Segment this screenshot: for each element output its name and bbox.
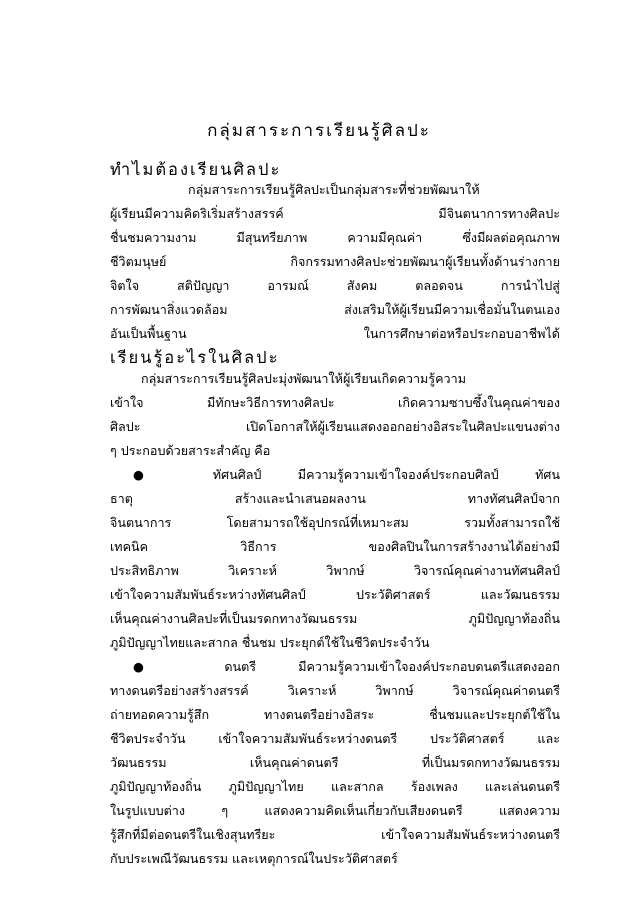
paragraph-line: กลุ่มสาระการเรียนรู้ศิลปะมุ่งพัฒนาให้ผู้เรียนเกิดความรู้ความ xyxy=(141,371,466,386)
paragraph-line: ในรูปแบบต่าง ๆ แสดงความคิดเห็นเกี่ยวกับเสียงดนตรี แสดงความ xyxy=(110,803,560,818)
paragraph-line: รู้สึกที่มีต่อดนตรีในเชิงสุนทรียะ เข้าใจความสัมพันธ์ระหว่างดนตรี xyxy=(110,827,560,842)
paragraph-line: เข้าใจ มีทักษะวิธีการทางศิลปะ เกิดความซาบซึ้งในคุณค่าของ xyxy=(110,395,560,410)
paragraph-line: กับประเพณีวัฒนธรรม และเหตุการณ์ในประวัติศาสตร์ xyxy=(110,851,398,866)
paragraph-line: ภูมิปัญญาไทยและสากล ชื่นชม ประยุกต์ใช้ในชีวิตประจำวัน xyxy=(110,635,430,650)
paragraph-line: เข้าใจความสัมพันธ์ระหว่างทัศนศิลป์ ประวัติศาสตร์ และวัฒนธรรม xyxy=(110,587,560,602)
paragraph-line: ทางดนตรีอย่างสร้างสรรค์ วิเคราะห์ วิพากษ์ วิจารณ์คุณค่าดนตรี xyxy=(110,683,560,698)
paragraph-line: อันเป็นพื้นฐาน ในการศึกษาต่อหรือประกอบอาชีพได้ xyxy=(110,326,560,341)
paragraph-line: ๆ ประกอบด้วยสาระสำคัญ คือ xyxy=(110,443,271,458)
paragraph-line: จิตใจ สติปัญญา อารมณ์ สังคม ตลอดจน การนำไปสู่ xyxy=(110,278,560,293)
section-heading-what-to-learn: เรียนรู้อะไรในศิลปะ xyxy=(110,348,280,367)
paragraph-line: กลุ่มสาระการเรียนรู้ศิลปะเป็นกลุ่มสาระที่ช่วยพัฒนาให้ xyxy=(188,182,480,197)
paragraph-line: ศิลปะ เปิดโอกาสให้ผู้เรียนแสดงออกอย่างอิสระในศิลปะแขนงต่าง xyxy=(110,419,560,434)
paragraph-line: ชีวิตมนุษย์ กิจกรรมทางศิลปะช่วยพัฒนาผู้เรียนทั้งด้านร่างกาย xyxy=(110,254,560,269)
paragraph-line: จินตนาการ โดยสามารถใช้อุปกรณ์ที่เหมาะสม รวมทั้งสามารถใช้ xyxy=(110,515,560,530)
paragraph-line: การพัฒนาสิ่งแวดล้อม ส่งเสริมให้ผู้เรียนมีความเชื่อมั่นในตนเอง xyxy=(110,302,560,317)
section-heading-why-study-art: ทำไมต้องเรียนศิลปะ xyxy=(110,160,282,179)
paragraph-line: ผู้เรียนมีความคิดริเริ่มสร้างสรรค์ มีจินตนาการทางศิลปะ xyxy=(110,206,560,221)
paragraph-line: เห็นคุณค่างานศิลปะที่เป็นมรดกทางวัฒนธรรม ภูมิปัญญาท้องถิ่น xyxy=(110,611,560,626)
paragraph-line: วัฒนธรรม เห็นคุณค่าดนตรี ที่เป็นมรดกทางวัฒนธรรม xyxy=(110,755,560,770)
bullet-music: ● ดนตรี มีความรู้ความเข้าใจองค์ประกอบดนตรีแสดงออก xyxy=(133,659,560,674)
paragraph-line: เทคนิค วิธีการ ของศิลปินในการสร้างงานได้อย่างมี xyxy=(110,539,560,554)
paragraph-line: ถ่ายทอดความรู้สึก ทางดนตรีอย่างอิสระ ชื่นชมและประยุกต์ใช้ใน xyxy=(110,707,560,722)
bullet-visual-arts: ● ทัศนศิลป์ มีความรู้ความเข้าใจองค์ประกอบศิลป์ ทัศน xyxy=(133,467,560,482)
paragraph-line: ภูมิปัญญาท้องถิ่น ภูมิปัญญาไทย และสากล ร้องเพลง และเล่นดนตรี xyxy=(110,779,560,794)
paragraph-line: ประสิทธิภาพ วิเคราะห์ วิพากษ์ วิจารณ์คุณค่างานทัศนศิลป์ xyxy=(110,563,560,578)
paragraph-line: ชื่นชมความงาม มีสุนทรียภาพ ความมีคุณค่า ซึ่งมีผลต่อคุณภาพ xyxy=(110,230,560,245)
paragraph-line: ธาตุ สร้างและนำเสนอผลงาน ทางทัศนศิลป์จาก xyxy=(110,491,560,506)
document-title: กลุ่มสาระการเรียนรู้ศิลปะ xyxy=(207,121,431,141)
paragraph-line: ชีวิตประจำวัน เข้าใจความสัมพันธ์ระหว่างดนตรี ประวัติศาสตร์ และ xyxy=(110,731,560,746)
